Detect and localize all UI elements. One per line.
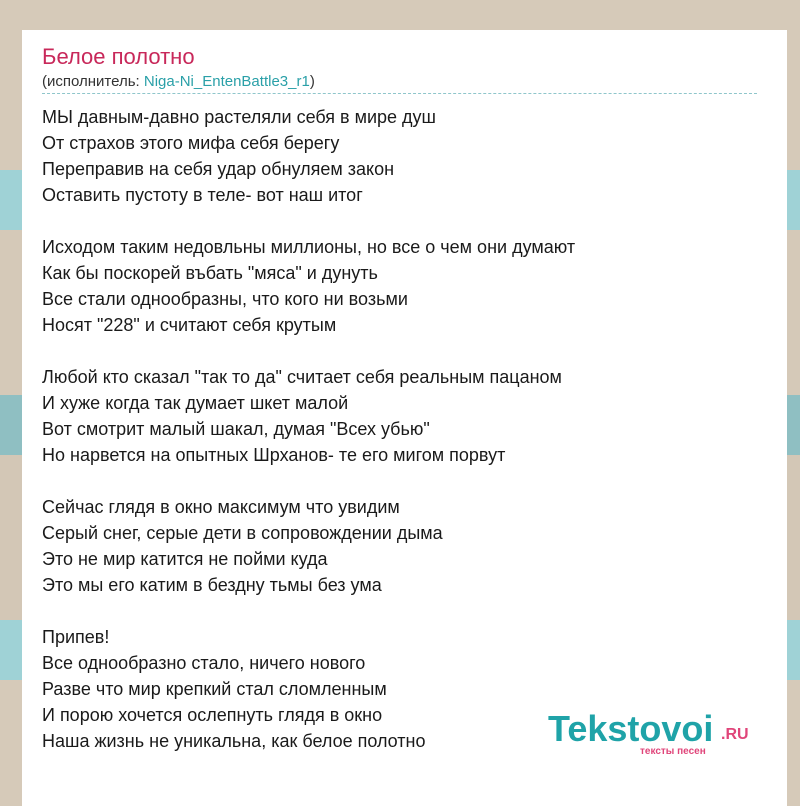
lyric-line: Как бы поскорей въбать "мяса" и дунуть xyxy=(42,263,378,283)
song-title: Белое полотно xyxy=(42,44,195,69)
lyrics-card xyxy=(22,30,787,806)
stanza-gap xyxy=(42,468,762,494)
artist-prefix: (исполнитель: xyxy=(42,73,144,90)
lyric-line: Оставить пустоту в теле- вот наш итог xyxy=(42,185,363,205)
lyric-line: Все однообразно стало, ничего нового xyxy=(42,653,366,673)
logo-name: Tekstovoi xyxy=(548,708,714,749)
lyric-line: От страхов этого мифа себя берегу xyxy=(42,133,340,153)
logo-tld: .RU xyxy=(721,726,749,743)
divider xyxy=(42,93,757,94)
site-logo[interactable] xyxy=(548,708,758,760)
verse xyxy=(42,364,762,468)
artist-link[interactable]: Niga-Ni_EntenBattle3_r1 xyxy=(143,73,310,90)
lyric-line: Любой кто сказал "так то да" считает себя реальным пацаном xyxy=(42,367,562,387)
artist-line xyxy=(42,73,315,90)
lyric-line: Разве что мир крепкий стал сломленным xyxy=(42,679,387,699)
lyric-line: И хуже когда так думает шкет малой xyxy=(42,393,349,413)
logo-tagline: тексты песен xyxy=(640,746,706,757)
stanza-gap xyxy=(42,338,762,364)
lyric-line: Носят "228" и считают себя крутым xyxy=(42,315,337,335)
chorus-label: Припев! xyxy=(42,627,110,647)
artist-suffix: ) xyxy=(309,73,315,90)
lyric-line: Но нарвется на опытных Шрханов- те его мигом порвут xyxy=(42,445,506,465)
lyric-line: Переправив на себя удар обнуляем закон xyxy=(42,159,395,179)
lyrics-body xyxy=(42,104,762,754)
verse xyxy=(42,234,762,338)
verse xyxy=(42,494,762,598)
lyric-line: МЫ давным-давно растеляли себя в мире душ xyxy=(42,107,436,127)
stanza-gap xyxy=(42,598,762,624)
lyric-line: Наша жизнь не уникальна, как белое полотно xyxy=(42,731,426,751)
lyric-line: Все стали однообразны, что кого ни возьми xyxy=(42,289,408,309)
lyric-line: Сейчас глядя в окно максимум что увидим xyxy=(42,497,400,517)
verse xyxy=(42,104,762,208)
lyric-line: Серый снег, серые дети в сопровождении дыма xyxy=(42,523,443,543)
stanza-gap xyxy=(42,208,762,234)
lyric-line: И порою хочется ослепнуть глядя в окно xyxy=(42,705,383,725)
lyric-line: Это мы его катим в бездну тьмы без ума xyxy=(42,575,382,595)
lyric-line: Исходом таким недовльны миллионы, но все о чем они думают xyxy=(42,237,576,257)
lyric-line: Это не мир катится не пойми куда xyxy=(42,549,328,569)
lyric-line: Вот смотрит малый шакал, думая "Всех убью" xyxy=(42,419,430,439)
